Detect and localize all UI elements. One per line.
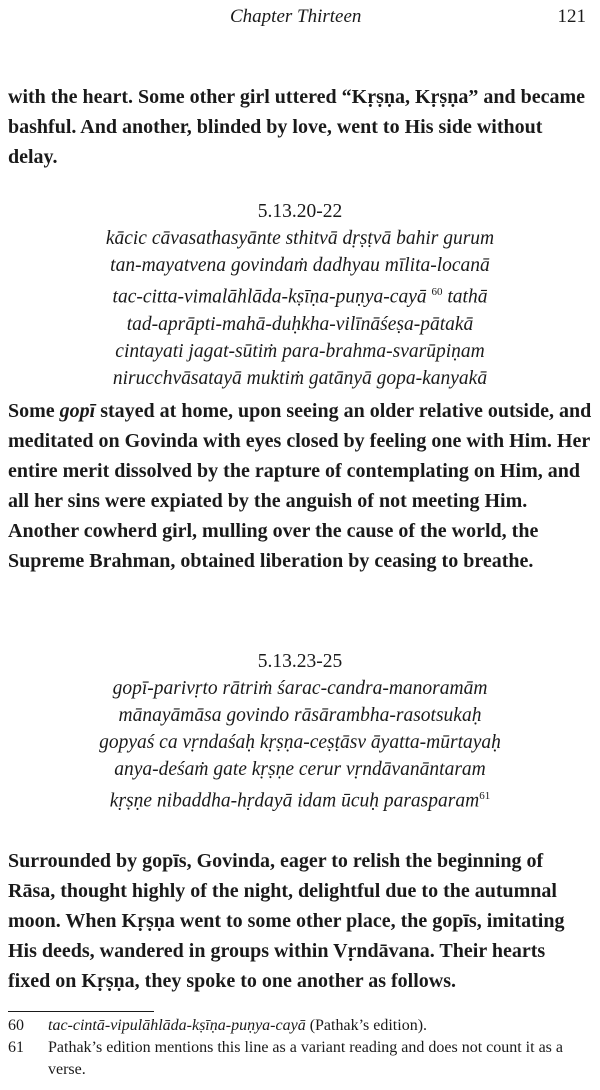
- italic-term: gopī: [59, 400, 96, 422]
- footnote-number: 60: [8, 1017, 24, 1034]
- verse-line-with-footnote: [0, 783, 600, 815]
- verse-line: tan-mayatvena govindaṁ dadhyau mīlita-locanā: [110, 255, 490, 276]
- verse-block-2: [0, 648, 600, 815]
- text-run: Some: [8, 400, 60, 422]
- footnotes: [8, 1015, 594, 1081]
- translation-paragraph-2: Surrounded by gopīs, Govinda, eager to relish the beginning of Rāsa, thought highly of the night, delightful due to the autumnal moon. When Kṛṣṇa went to some other place, the gopīs, imitating His deeds, wandered in groups within Vṛndāvana. Their hearts fixed on Kṛṣṇa, they spoke to one another as follows.: [8, 850, 565, 992]
- footnote-divider: [8, 1011, 154, 1012]
- footnote-61: [8, 1037, 594, 1081]
- verse-line: cintayati jagat-sūtiṁ para-brahma-svarūpiṇam: [115, 340, 485, 362]
- footnote-italic-text: tac-cintā-vipulāhlāda-kṣīṇa-puṇya-cayā: [48, 1017, 306, 1034]
- verse-line: gopyaś ca vṛndaśaḥ kṛṣṇa-ceṣṭāsv āyatta-mūrtayaḥ: [99, 732, 501, 753]
- chapter-title: Chapter Thirteen: [230, 6, 362, 27]
- verse-reference: 5.13.20-22: [257, 201, 343, 222]
- verse-line-tail: tathā: [447, 286, 488, 308]
- verse-line: gopī-parivṛto rātriṁ śarac-candra-manoramām: [112, 678, 488, 699]
- page-number: 121: [557, 6, 586, 27]
- footnote-text: Pathak’s edition mentions this line as a variant reading and does not count it as a verse.: [48, 1039, 563, 1078]
- text-run: stayed at home, upon seeing an older relative outside, and meditated on Govinda with eyes closed by feeling one with Him. Her entire merit dissolved by the rapture of contemplating on Him, and all her sins were expiated by the anguish of not meeting Him. Another cowherd girl, mulling over the cause of the world, the Supreme Brahman, obtained liberation by ceasing to breathe.: [8, 400, 592, 572]
- verse-block-1: [0, 198, 600, 392]
- footnote-text: (Pathak’s edition).: [305, 1017, 428, 1034]
- verse-line: nirucchvāsatayā muktiṁ gatānyā gopa-kanyakā: [112, 367, 488, 389]
- footnote-marker: 60: [431, 286, 443, 298]
- verse-line: anya-deśaṁ gate kṛṣṇe cerur vṛndāvanāntaram: [114, 759, 486, 780]
- verse-line: kācic cāvasathasyānte sthitvā dṛṣṭvā bahir gurum: [105, 228, 495, 249]
- footnote-60: [8, 1015, 594, 1037]
- verse-line-text: tac-citta-vimalāhlāda-kṣīṇa-puṇya-cayā: [112, 286, 427, 308]
- verse-line-with-footnote: [0, 279, 600, 311]
- verse-line: mānayāmāsa govindo rāsārambha-rasotsukaḥ: [118, 705, 482, 726]
- verse-line-text: kṛṣṇe nibaddha-hṛdayā idam ūcuḥ parasparam: [109, 790, 480, 812]
- footnote-marker: 61: [479, 790, 491, 802]
- page-header: [0, 6, 600, 32]
- verse-line: tad-aprāpti-mahā-duḥkha-vilīnāśeṣa-pātakā: [126, 313, 474, 335]
- footnote-number: 61: [8, 1039, 24, 1056]
- verse-reference: 5.13.23-25: [257, 651, 343, 672]
- translation-paragraph-1: [8, 396, 592, 576]
- paragraph-continuation: with the heart. Some other girl uttered “Kṛṣṇa, Kṛṣṇa” and became bashful. And another, blinded by love, went to His side without delay.: [8, 86, 585, 168]
